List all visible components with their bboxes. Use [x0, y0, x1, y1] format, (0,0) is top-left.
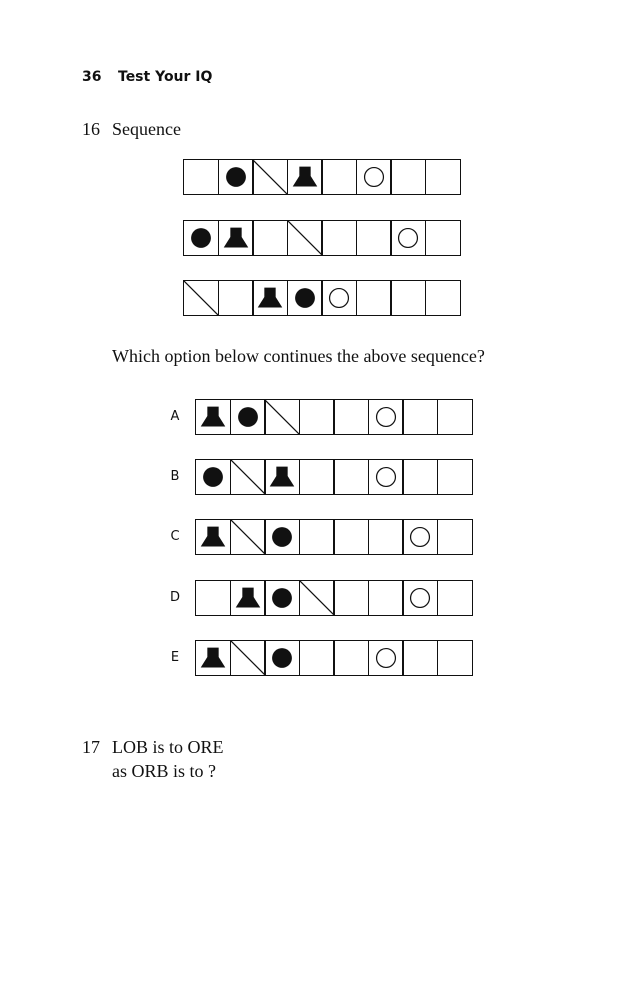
- grid-cell: [402, 519, 438, 555]
- grid-cell: [390, 220, 426, 256]
- open-circle-icon: [369, 460, 403, 494]
- question-17: [82, 735, 224, 783]
- diagonal-icon: [288, 221, 322, 255]
- diagonal-icon: [184, 281, 218, 315]
- grid-cell: [299, 519, 335, 555]
- grid-cell: [402, 459, 438, 495]
- grid-cell: [230, 580, 266, 616]
- grid-cell: [195, 580, 231, 616]
- trapezoid-icon: [219, 221, 253, 255]
- trapezoid-icon: [201, 648, 226, 668]
- open-circle-icon: [376, 468, 395, 487]
- question-number: 16: [82, 119, 100, 139]
- question-17-line-2: as ORB is to ?: [112, 761, 217, 781]
- sequence-row-3: [183, 280, 461, 316]
- grid-cell: [402, 640, 438, 676]
- option-label-e: E: [170, 650, 180, 665]
- option-b-row[interactable]: [195, 459, 473, 495]
- grid-cell: [195, 399, 231, 435]
- grid-cell: [264, 459, 300, 495]
- trapezoid-icon: [196, 641, 230, 675]
- grid-cell: [368, 399, 404, 435]
- grid-cell: [402, 399, 438, 435]
- grid-cell: [230, 519, 266, 555]
- question-17-line-1: LOB is to ORE: [112, 737, 224, 757]
- diagonal-icon: [253, 160, 287, 194]
- filled-circle-icon: [272, 588, 292, 608]
- filled-circle-icon: [295, 288, 315, 308]
- page-number: 36: [82, 69, 102, 85]
- trapezoid-icon: [201, 527, 226, 547]
- open-circle-icon: [411, 528, 430, 547]
- trapezoid-icon: [196, 400, 230, 434]
- open-circle-icon: [376, 408, 395, 427]
- grid-cell: [425, 220, 461, 256]
- grid-cell: [299, 399, 335, 435]
- option-e-row[interactable]: [195, 640, 473, 676]
- grid-cell: [437, 519, 473, 555]
- open-circle-icon: [391, 221, 425, 255]
- grid-cell: [299, 459, 335, 495]
- trapezoid-icon: [292, 167, 317, 187]
- grid-cell: [356, 159, 392, 195]
- grid-cell: [230, 640, 266, 676]
- filled-circle-icon: [191, 228, 211, 248]
- filled-circle-icon: [265, 520, 299, 554]
- grid-cell: [356, 220, 392, 256]
- grid-cell: [368, 459, 404, 495]
- trapezoid-icon: [253, 281, 287, 315]
- sequence-row-2: [183, 220, 461, 256]
- option-a-row[interactable]: [195, 399, 473, 435]
- grid-cell: [437, 399, 473, 435]
- grid-cell: [195, 640, 231, 676]
- option-label-c: C: [170, 529, 180, 544]
- grid-cell: [333, 459, 369, 495]
- diagonal-icon: [231, 520, 265, 554]
- filled-circle-icon: [272, 527, 292, 547]
- trapezoid-icon: [288, 160, 322, 194]
- sequence-row-1: [183, 159, 461, 195]
- grid-cell: [402, 580, 438, 616]
- trapezoid-icon: [223, 228, 248, 248]
- grid-cell: [264, 580, 300, 616]
- trapezoid-icon: [258, 288, 283, 308]
- open-circle-icon: [411, 589, 430, 608]
- grid-cell: [425, 280, 461, 316]
- grid-cell: [333, 580, 369, 616]
- grid-cell: [287, 220, 323, 256]
- grid-cell: [264, 519, 300, 555]
- grid-cell: [368, 580, 404, 616]
- grid-cell: [333, 640, 369, 676]
- open-circle-icon: [403, 520, 437, 554]
- diagonal-icon: [300, 581, 334, 615]
- grid-cell: [218, 159, 254, 195]
- grid-cell: [252, 280, 288, 316]
- grid-cell: [425, 159, 461, 195]
- option-c-row[interactable]: [195, 519, 473, 555]
- open-circle-icon: [376, 649, 395, 668]
- question-prompt: Which option below continues the above sequence?: [112, 346, 485, 366]
- option-d-row[interactable]: [195, 580, 473, 616]
- diagonal-icon: [300, 581, 334, 615]
- filled-circle-icon: [272, 648, 292, 668]
- trapezoid-icon: [231, 581, 265, 615]
- trapezoid-icon: [235, 588, 260, 608]
- diagonal-icon: [231, 641, 265, 675]
- filled-circle-icon: [238, 407, 258, 427]
- question-title: Sequence: [112, 119, 181, 139]
- grid-cell: [390, 159, 426, 195]
- open-circle-icon: [322, 281, 356, 315]
- grid-cell: [333, 399, 369, 435]
- trapezoid-icon: [201, 407, 226, 427]
- option-label-b: B: [170, 469, 180, 484]
- grid-cell: [437, 459, 473, 495]
- diagonal-icon: [231, 520, 265, 554]
- grid-cell: [195, 459, 231, 495]
- grid-cell: [356, 280, 392, 316]
- filled-circle-icon: [231, 400, 265, 434]
- option-label-d: D: [169, 590, 180, 605]
- filled-circle-icon: [265, 581, 299, 615]
- grid-cell: [287, 280, 323, 316]
- filled-circle-icon: [288, 281, 322, 315]
- grid-cell: [230, 399, 266, 435]
- open-circle-icon: [330, 289, 349, 308]
- diagonal-icon: [231, 460, 265, 494]
- filled-circle-icon: [203, 467, 223, 487]
- option-label-a: A: [170, 409, 180, 424]
- grid-cell: [264, 640, 300, 676]
- open-circle-icon: [357, 160, 391, 194]
- grid-cell: [321, 220, 357, 256]
- open-circle-icon: [399, 229, 418, 248]
- filled-circle-icon: [226, 167, 246, 187]
- open-circle-icon: [364, 168, 383, 187]
- open-circle-icon: [369, 641, 403, 675]
- grid-cell: [437, 580, 473, 616]
- book-title: Test Your IQ: [118, 69, 213, 85]
- open-circle-icon: [403, 581, 437, 615]
- diagonal-icon: [288, 221, 322, 255]
- grid-cell: [218, 280, 254, 316]
- grid-cell: [183, 159, 219, 195]
- grid-cell: [390, 280, 426, 316]
- open-circle-icon: [369, 400, 403, 434]
- diagonal-icon: [265, 400, 299, 434]
- diagonal-icon: [231, 460, 265, 494]
- filled-circle-icon: [265, 641, 299, 675]
- filled-circle-icon: [184, 221, 218, 255]
- grid-cell: [333, 519, 369, 555]
- grid-cell: [218, 220, 254, 256]
- diagonal-icon: [231, 641, 265, 675]
- filled-circle-icon: [196, 460, 230, 494]
- grid-cell: [195, 519, 231, 555]
- grid-cell: [230, 459, 266, 495]
- trapezoid-icon: [270, 467, 295, 487]
- grid-cell: [183, 280, 219, 316]
- filled-circle-icon: [219, 160, 253, 194]
- diagonal-icon: [253, 160, 287, 194]
- trapezoid-icon: [265, 460, 299, 494]
- grid-cell: [183, 220, 219, 256]
- question-16-heading: [82, 119, 181, 140]
- page-header: [82, 69, 212, 85]
- grid-cell: [321, 280, 357, 316]
- question-number: 17: [82, 737, 100, 757]
- diagonal-icon: [265, 400, 299, 434]
- diagonal-icon: [184, 281, 218, 315]
- grid-cell: [264, 399, 300, 435]
- grid-cell: [287, 159, 323, 195]
- grid-cell: [299, 640, 335, 676]
- grid-cell: [252, 159, 288, 195]
- grid-cell: [368, 519, 404, 555]
- grid-cell: [321, 159, 357, 195]
- grid-cell: [368, 640, 404, 676]
- grid-cell: [299, 580, 335, 616]
- grid-cell: [437, 640, 473, 676]
- grid-cell: [252, 220, 288, 256]
- trapezoid-icon: [196, 520, 230, 554]
